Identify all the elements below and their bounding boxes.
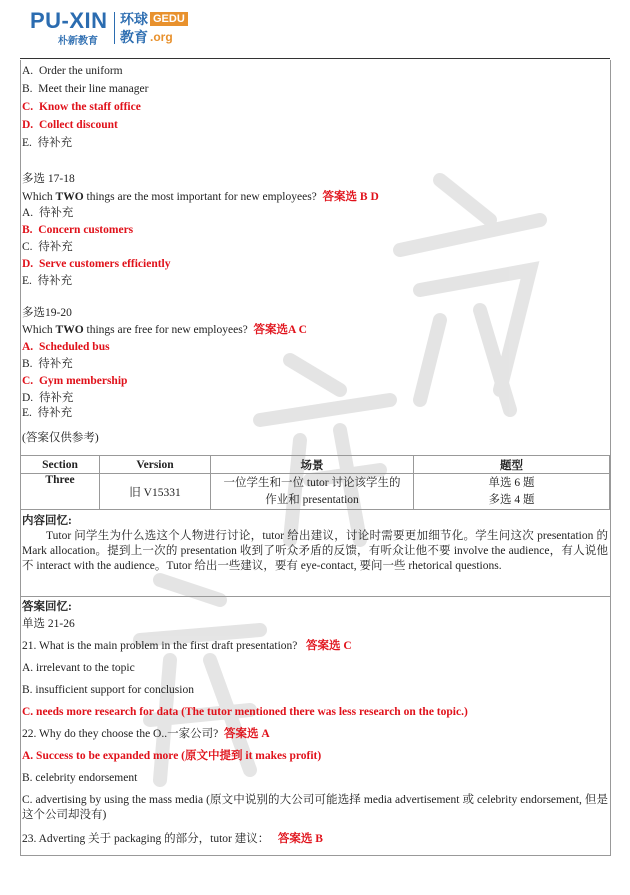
- table-cell-section: Three: [21, 474, 100, 510]
- option-c-correct: C. needs more research for data (The tutor mentioned there was less research on the topic.): [22, 706, 468, 718]
- option-a-correct: A. Scheduled bus: [22, 341, 110, 353]
- option-b: B. insufficient support for conclusion: [22, 684, 194, 696]
- table-header: 场景: [211, 456, 414, 474]
- option-e: E. 待补充: [22, 275, 73, 287]
- question-type: 多选 17-18: [22, 173, 75, 185]
- option-e: E. 待补充: [22, 407, 73, 419]
- option-e: E. 待补充: [22, 137, 73, 149]
- option-a: A. irrelevant to the topic: [22, 662, 135, 674]
- gedu-logo-cn-top: 环球: [120, 12, 148, 28]
- option-b: B. celebrity endorsement: [22, 772, 138, 784]
- puxin-logo-sub: 朴新教育: [58, 36, 98, 47]
- question-type: 多选19-20: [22, 307, 72, 319]
- question-21: 21. What is the main problem in the first draft presentation? 答案选 C: [22, 640, 352, 652]
- question-23: 23. Adverting 关于 packaging 的部分，tutor 建议： 答案选 B: [22, 833, 323, 845]
- table-header: 题型: [414, 456, 610, 474]
- option-c: C. 待补充: [22, 241, 73, 253]
- answer-note: (答案仅供参考): [22, 432, 99, 444]
- question-22: 22. Why do they choose the O..一家公司? 答案选 A: [22, 728, 270, 740]
- option-d-correct: D. Collect discount: [22, 119, 118, 131]
- table-header: Version: [100, 456, 211, 474]
- question-type: 单选 21-26: [22, 618, 75, 630]
- option-a: A. Order the uniform: [22, 65, 123, 77]
- option-d-correct: D. Serve customers efficiently: [22, 258, 171, 270]
- header-rule: [20, 58, 610, 59]
- section-divider: [20, 596, 610, 597]
- puxin-logo: PU-XIN: [30, 8, 108, 33]
- section-table: [20, 455, 610, 510]
- gedu-logo-org: .org: [150, 30, 173, 44]
- question-stem: Which TWO things are the most important for new employees? 答案选 B D: [22, 191, 379, 203]
- answer-recall-title: 答案回忆:: [22, 601, 72, 613]
- logo-divider: [114, 12, 115, 44]
- option-d: D. 待补充: [22, 392, 74, 404]
- header: [0, 0, 630, 58]
- option-b-correct: B. Concern customers: [22, 224, 134, 236]
- option-b: B. Meet their line manager: [22, 83, 149, 95]
- option-c-correct: C. Gym membership: [22, 375, 128, 387]
- gedu-logo-cn-bottom: 教育: [120, 30, 148, 46]
- gedu-logo: GEDU: [150, 12, 188, 26]
- table-cell-version: 旧 V15331: [100, 474, 211, 510]
- option-a: A. 待补充: [22, 207, 74, 219]
- content-recall-title: 内容回忆:: [22, 515, 72, 527]
- table-cell-scene: 一位学生和一位 tutor 讨论该学生的 作业和 presentation: [211, 474, 414, 510]
- table-cell-type: 单选 6 题 多选 4 题: [414, 474, 610, 510]
- content-recall-text: Tutor 问学生为什么选这个人物进行讨论，tutor 给出建议，讨论时需要更加细节化。学生问这次 presentation 的 Mark allocation。提到上一次的 presentation 收到了听众矛盾的反馈，有听众让他不要 involve the audience，有人说他不 interact with the audience。Tutor 给出一些建议，要有 eye-contact, 要问一些 rhetorical questions.: [22, 530, 608, 572]
- option-c-correct: C. Know the staff office: [22, 101, 141, 113]
- question-stem: Which TWO things are free for new employees? 答案选A C: [22, 324, 307, 336]
- option-c: C. advertising by using the mass media (原文中说别的大公司可能选择 media advertisement 或 celebrity endorsement, 但是这个公司却没有): [22, 794, 608, 821]
- option-b: B. 待补充: [22, 358, 73, 370]
- option-a-correct: A. Success to be expanded more (原文中提到 it makes profit): [22, 750, 322, 762]
- table-header: Section: [21, 456, 100, 474]
